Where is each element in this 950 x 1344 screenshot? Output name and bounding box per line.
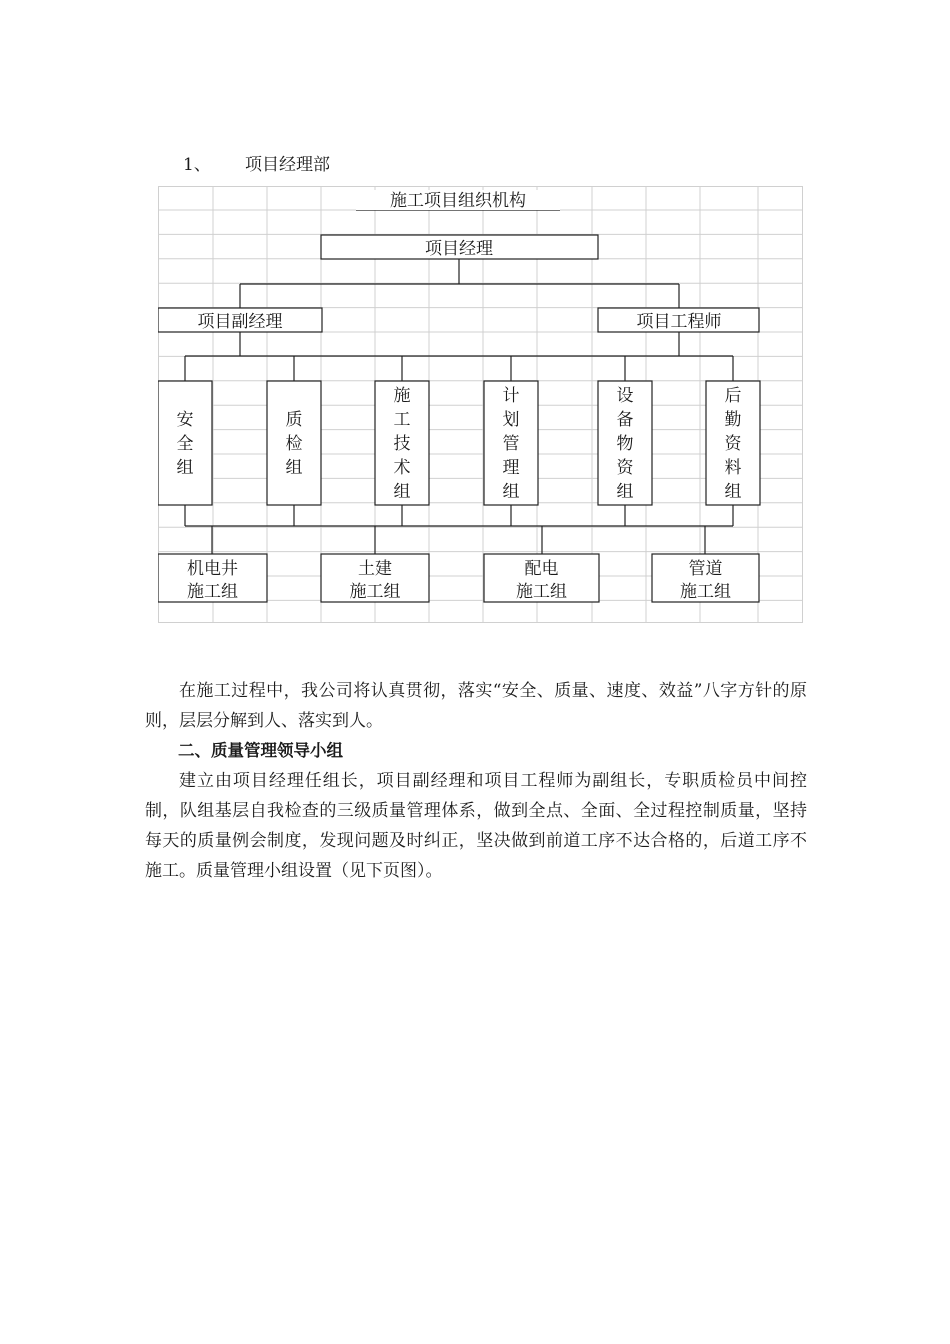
construction-team-label: 管道 [688,559,723,579]
group-label-char: 安 [176,410,194,430]
deputy-manager-label: 项目副经理 [197,312,283,332]
group-label-char: 后 [724,386,742,406]
group-label-char: 组 [502,482,520,502]
construction-team-label: 施工组 [349,582,401,602]
manager-label: 项目经理 [425,239,493,259]
group-label-char: 组 [393,482,411,502]
engineer-label: 项目工程师 [636,312,722,332]
group-label-char: 资 [616,458,634,478]
group-label-char: 全 [176,434,194,454]
chart-title: 施工项目组织机构 [390,191,526,211]
section-title: 项目经理部 [245,155,330,175]
construction-team-label: 施工组 [516,582,567,602]
group-label-char: 术 [393,458,411,478]
group-label-char: 施 [393,386,411,406]
construction-team-label: 施工组 [187,582,238,602]
group-label-char: 料 [724,458,742,478]
group-label-char: 备 [616,410,634,430]
construction-team-label: 机电井 [187,559,238,579]
group-label-char: 技 [393,434,411,454]
group-label-char: 划 [502,410,520,430]
group-label-char: 检 [285,434,303,454]
group-label-char: 管 [502,434,520,454]
construction-team-label: 土建 [358,559,392,579]
group-label-char: 计 [502,386,520,406]
group-label-char: 资 [724,434,742,454]
group-label-char: 组 [285,458,303,478]
group-label-char: 勤 [724,410,742,430]
content-body [145,676,807,886]
quality-group-heading: 二、质量管理领导小组 [178,741,343,760]
group-label-char: 工 [393,410,411,430]
org-chart [158,186,803,623]
group-label-char: 组 [724,482,742,502]
group-label-char: 质 [285,410,303,430]
group-label-char: 物 [616,434,634,454]
construction-team-label: 施工组 [680,582,731,602]
group-label-char: 组 [176,458,194,478]
group-label-char: 理 [502,458,520,478]
chart-labels [177,191,743,602]
group-label-char: 组 [616,482,634,502]
paragraph-quality-system: 建立由项目经理任组长，项目副经理和项目工程师为副组长，专职质检员中间控制，队组基层自我检查的三级质量管理体系，做到全点、全面、全过程控制质量，坚持每天的质量例会制度，发现问题及时纠正，坚决做到前道工序不达合格的，后道工序不施工。质量管理小组设置（见下页图）。 [145,771,807,881]
construction-team-label: 配电 [524,559,559,579]
group-label-char: 设 [616,386,634,406]
paragraph-principles: 在施工过程中，我公司将认真贯彻，落实“安全、质量、速度、效益”八字方针的原则，层层分解到人、落实到人。 [145,681,807,731]
section-number: 1、 [183,155,211,175]
